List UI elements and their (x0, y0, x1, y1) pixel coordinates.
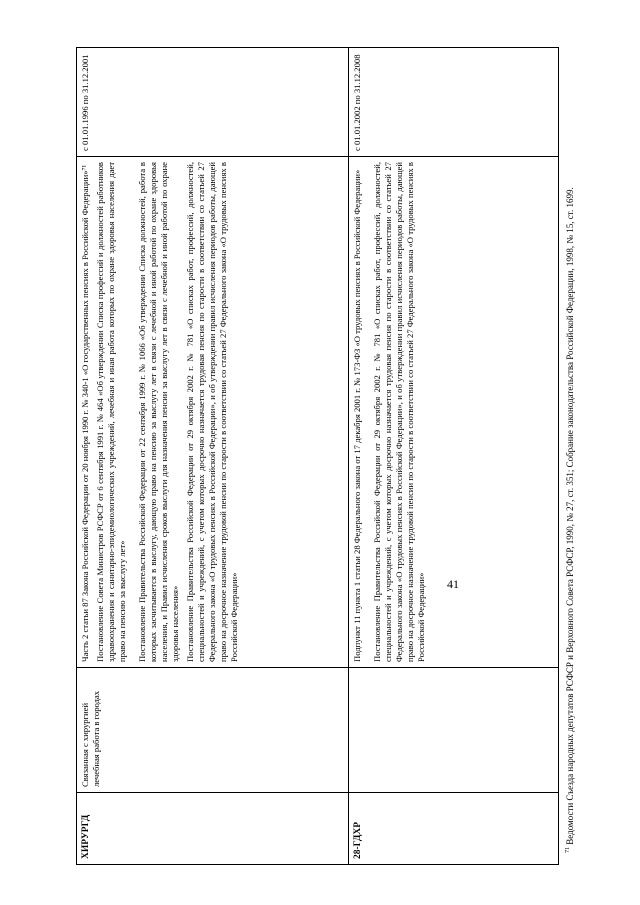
description-cell (349, 668, 559, 793)
legal-basis-paragraph: Постановление Правительства Российской Федерации от 22 сентября 1999 г. № 1066 «Об утверждении Списка должностей, работа в которых засчитывается в выслугу, дающую право на пенсию за выслугу лет в связи с лечебной и иной работой по охране здоровья населения, и Правил исчисления сроков выслуги для назначения пенсии за выслугу лет в связи с лечебной и иной работой по охране здоровья населения» (137, 162, 180, 662)
code-cell: 28-ГДХР (349, 793, 559, 865)
legal-basis-paragraph: Постановление Совета Министров РСФСР от 6 сентября 1991 г. № 464 «Об утверждении Списка профессий и должностей работников здравоохранения и санитарно-эпидемиологических учреждений, лечебная и иная работа которых по охране здоровья населения дает право на пенсию за выслугу лет» (95, 162, 127, 662)
pension-codes-table (76, 47, 559, 865)
footnote (565, 13, 575, 853)
code-cell: ХИРУРГД (77, 793, 349, 865)
legal-basis-paragraph: Подпункт 11 пункта 1 статьи 28 Федерального закона от 17 декабря 2001 г. № 173-ФЗ «О трудовых пенсиях в Российской Федерации» (352, 169, 362, 662)
legal-basis-cell (77, 157, 349, 668)
table-row (349, 48, 559, 865)
legal-basis-paragraph: Часть 2 статьи 87 Закона Российской Федерации от 20 ноября 1990 г. № 340-1 «О государственных пенсиях в Российской Федерации»⁷¹ (80, 164, 90, 662)
legal-basis-paragraph: Постановление Правительства Российской Федерации от 29 октября 2002 г. № 781 «О списках работ, профессий, должностей, специальностей и учреждений, с учетом которых досрочно назначается трудовая пенсия по старости в соответствии со статьей 27 Федерального закона «О трудовых пенсиях в Российской Федерации», и об утверждении правил исчисления периодов работы, дающей право на досрочное назначение трудовой пенсии по старости в соответствии со статьей 27 Федерального закона «О трудовых пенсиях в Российской Федерации» (372, 162, 426, 662)
legal-basis-paragraph: Постановление Правительства Российской Федерации от 29 октября 2002 г. № 781 «О списках работ, профессий, должностей, специальностей и учреждений, с учетом которых досрочно назначается трудовая пенсия по старости в соответствии со статьей 27 Федерального закона «О трудовых пенсиях в Российской Федерации», и об утверждении правил исчисления периодов работы, дающей право на досрочное назначение трудовой пенсии по старости в соответствии со статьей 27 Федерального закона «О трудовых пенсиях в Российской Федерации» (185, 162, 239, 662)
footnote-marker: 71 (565, 847, 571, 853)
footnote-text: Ведомости Съезда народных депутатов РСФСР и Верховного Совета РСФСР, 1990, № 27, ст. 351; Собрание законодательства Российской Федерации, 1998, № 15, ст. 1699. (565, 187, 575, 845)
description-cell: Связанная с хирургией лечебная работа в городах (77, 668, 349, 793)
period-cell: с 01.01.1996 по 31.12.2001 (77, 48, 349, 157)
period-cell: с 01.01.2002 по 31.12.2008 (349, 48, 559, 157)
table-row (77, 48, 349, 865)
page-number: 41 (447, 577, 459, 591)
